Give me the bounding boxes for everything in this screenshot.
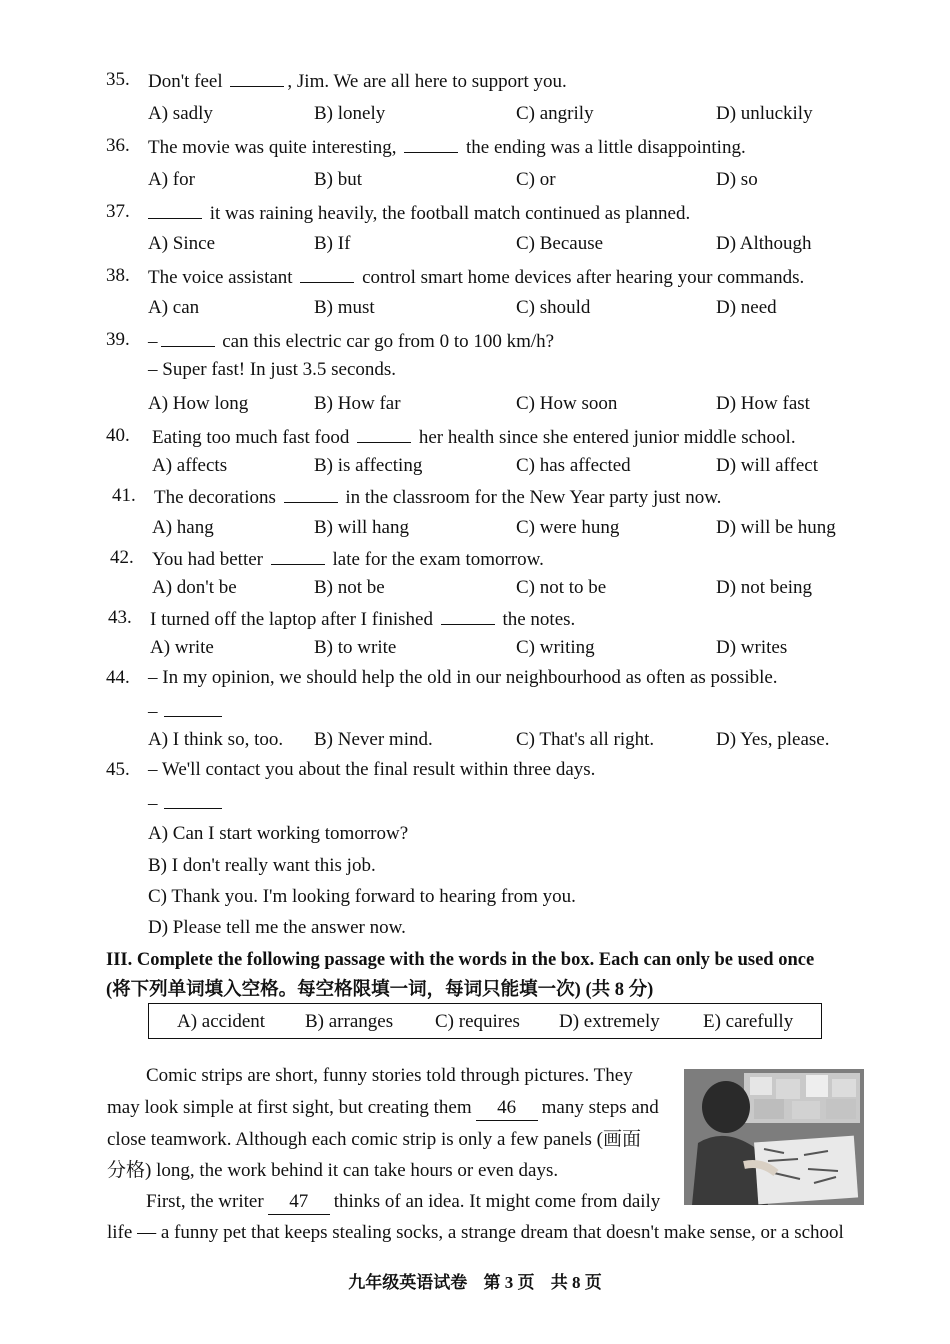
stem-text: Eating too much fast food [152, 427, 350, 448]
reply-dash: – [148, 793, 158, 814]
option-a: A) for [148, 169, 195, 190]
option-c: C) How soon [516, 393, 618, 414]
word-option: E) carefully [703, 1011, 794, 1032]
option-a: A) I think so, too. [148, 729, 284, 750]
answer-blank [357, 424, 411, 443]
question-number: 35. [106, 69, 130, 90]
option-a: A) Since [148, 233, 216, 254]
option-b: B) I don't really want this job. [148, 855, 376, 876]
answer-blank [164, 698, 222, 717]
question-number: 39. [106, 329, 130, 350]
dialogue-reply [148, 790, 222, 816]
stem-text: The movie was quite interesting, [148, 137, 397, 158]
option-b: B) Never mind. [314, 729, 433, 750]
option-a: A) write [150, 637, 214, 658]
word-option: A) accident [177, 1011, 266, 1032]
stem-text: – [148, 331, 158, 352]
option-a: A) How long [148, 393, 249, 414]
question-stem [154, 484, 721, 510]
question-number: 42. [110, 547, 134, 568]
word-option: C) requires [435, 1011, 520, 1032]
passage-line [107, 1096, 659, 1121]
option-d: D) writes [716, 637, 788, 658]
question-stem [148, 200, 690, 226]
answer-blank [161, 328, 215, 347]
passage-text: thinks of an idea. It might come from daily [333, 1191, 661, 1212]
page-number: 第 3 页 [483, 1273, 535, 1292]
stem-text: the notes. [502, 609, 576, 630]
section-subtitle: (将下列单词填入空格。每空格限填一词，每词只能填一次) (共 8 分) [106, 980, 654, 1000]
passage-text: many steps and [541, 1097, 659, 1118]
stem-text: can this electric car go from 0 to 100 km/h? [222, 331, 555, 352]
answer-blank [230, 68, 284, 87]
page-footer [0, 1268, 950, 1293]
answer-blank [404, 134, 458, 153]
passage-line [146, 1190, 660, 1215]
stem-text: late for the exam tomorrow. [332, 549, 544, 570]
answer-blank [164, 790, 222, 809]
passage-line: Comic strips are short, funny stories told through pictures. They [146, 1065, 633, 1086]
option-b: B) not be [314, 577, 385, 598]
option-a: A) sadly [148, 103, 213, 124]
option-c: C) writing [516, 637, 595, 658]
option-d: D) Although [716, 233, 812, 254]
answer-blank [148, 200, 202, 219]
dialogue-reply: – Super fast! In just 3.5 seconds. [148, 359, 397, 380]
exam-name: 九年级英语试卷 [348, 1273, 468, 1292]
total-pages: 共 8 页 [550, 1273, 602, 1292]
option-b: B) to write [314, 637, 397, 658]
stem-text: in the classroom for the New Year party just now. [345, 487, 722, 508]
option-b: B) will hang [314, 517, 409, 538]
question-number: 44. [106, 667, 130, 688]
question-stem [148, 328, 554, 354]
word-box [148, 1003, 822, 1039]
stem-text: Don't feel [148, 71, 223, 92]
option-d: D) will affect [716, 455, 818, 476]
question-number: 43. [108, 607, 132, 628]
question-stem: – We'll contact you about the final result within three days. [148, 759, 596, 780]
option-c: C) were hung [516, 517, 620, 538]
photo-illustration [684, 1069, 864, 1205]
stem-text: The decorations [154, 487, 276, 508]
option-d: D) How fast [716, 393, 810, 414]
stem-text: I turned off the laptop after I finished [150, 609, 433, 630]
option-a: A) can [148, 297, 200, 318]
option-b: B) How far [314, 393, 401, 414]
question-stem [148, 68, 567, 94]
stem-text: , Jim. We are all here to support you. [287, 71, 567, 92]
option-d: D) unluckily [716, 103, 813, 124]
stem-text: control smart home devices after hearing your commands. [362, 267, 805, 288]
option-d: D) so [716, 169, 758, 190]
dialogue-reply [148, 698, 222, 724]
answer-blank [284, 484, 338, 503]
option-d: D) not being [716, 577, 813, 598]
question-number: 38. [106, 265, 130, 286]
option-a: A) affects [152, 455, 228, 476]
passage-text: may look simple at first sight, but creating them [107, 1097, 472, 1118]
option-b: B) is affecting [314, 455, 423, 476]
stem-text: it was raining heavily, the football match continued as planned. [209, 203, 691, 224]
question-number: 37. [106, 201, 130, 222]
option-b: B) must [314, 297, 375, 318]
passage-line: life — a funny pet that keeps stealing socks, a strange dream that doesn't make sense, or a school [107, 1222, 844, 1243]
option-c: C) not to be [516, 577, 607, 598]
stem-text: The voice assistant [148, 267, 293, 288]
question-stem [152, 546, 544, 572]
passage-line: 分格) long, the work behind it can take hours or even days. [107, 1160, 559, 1181]
question-number: 40. [106, 425, 130, 446]
option-a: A) hang [152, 517, 214, 538]
option-a: A) don't be [152, 577, 237, 598]
passage-text: First, the writer [146, 1191, 264, 1212]
option-c: C) or [516, 169, 556, 190]
question-stem [150, 606, 575, 632]
stem-text: her health since she entered junior middle school. [418, 427, 796, 448]
numbered-blank: 47 [268, 1190, 330, 1215]
question-stem [148, 264, 804, 290]
answer-blank [271, 546, 325, 565]
option-c: C) Because [516, 233, 604, 254]
question-stem [148, 134, 746, 160]
option-d: D) will be hung [716, 517, 836, 538]
option-a: A) Can I start working tomorrow? [148, 823, 409, 844]
stem-text: the ending was a little disappointing. [466, 137, 746, 158]
word-option: B) arranges [305, 1011, 394, 1032]
option-c: C) angrily [516, 103, 594, 124]
section-title: III. Complete the following passage with the words in the box. Each can only be used once [106, 950, 815, 970]
option-c: C) should [516, 297, 591, 318]
word-option: D) extremely [559, 1011, 660, 1032]
question-number: 36. [106, 135, 130, 156]
option-c: C) has affected [516, 455, 631, 476]
option-b: B) lonely [314, 103, 386, 124]
question-number: 41. [112, 485, 136, 506]
question-stem: – In my opinion, we should help the old in our neighbourhood as often as possible. [148, 667, 778, 688]
comic-artist-photo [684, 1069, 864, 1205]
passage-line: close teamwork. Although each comic strip is only a few panels (画面 [107, 1129, 641, 1150]
reply-dash: – [148, 701, 158, 722]
stem-text: You had better [152, 549, 264, 570]
question-stem [152, 424, 796, 450]
option-d: D) Yes, please. [716, 729, 830, 750]
option-c: C) That's all right. [516, 729, 655, 750]
answer-blank [300, 264, 354, 283]
option-d: D) need [716, 297, 777, 318]
option-c: C) Thank you. I'm looking forward to hearing from you. [148, 886, 576, 907]
answer-blank [441, 606, 495, 625]
question-number: 45. [106, 759, 130, 780]
numbered-blank: 46 [476, 1096, 538, 1121]
option-b: B) but [314, 169, 363, 190]
option-b: B) If [314, 233, 351, 254]
option-d: D) Please tell me the answer now. [148, 917, 406, 938]
